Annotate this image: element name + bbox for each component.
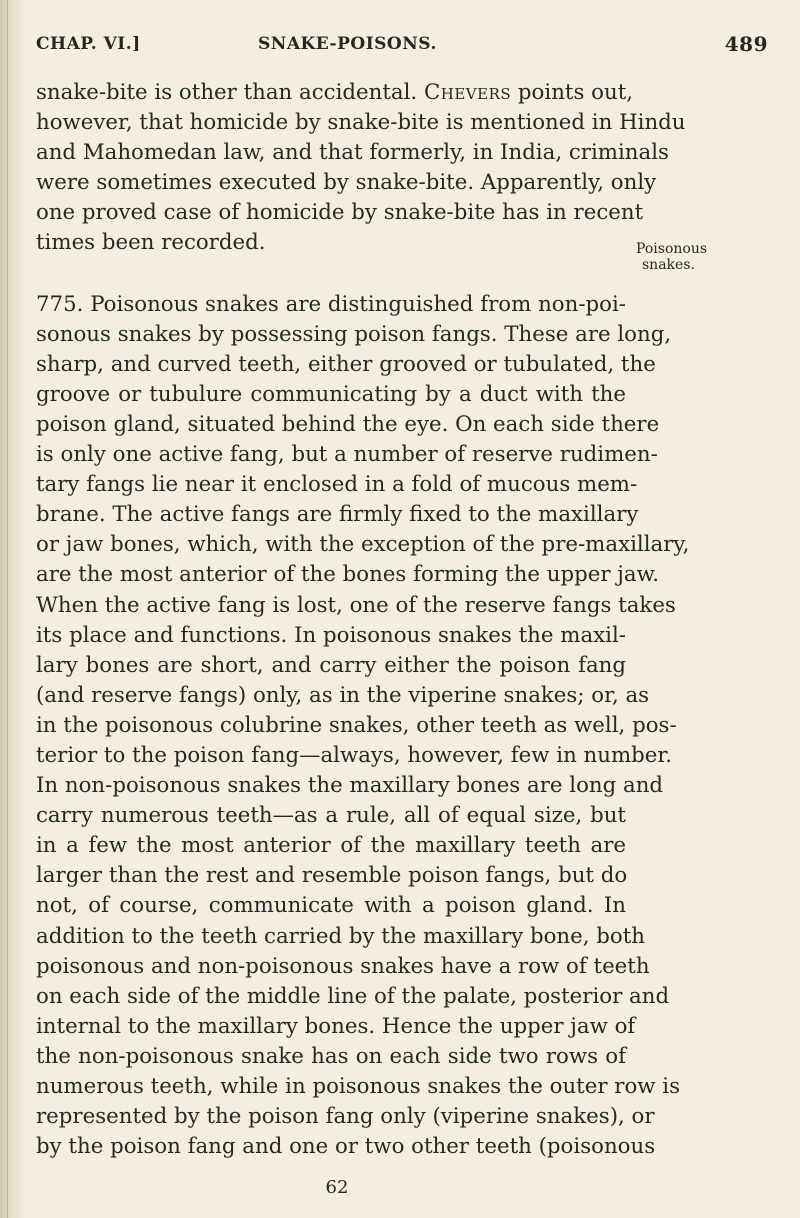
text-line: times been recorded. [36,230,266,256]
text-line: 775. Poisonous snakes are distinguished from non-poi- [36,291,626,317]
text-line: sharp, and curved teeth, either grooved or tubulated, the [36,351,656,377]
text-line: one proved case of homicide by snake-bite has in recent [36,200,644,226]
running-head [36,34,768,58]
text-line: is only one active fang, but a number of reserve rudimen- [36,442,658,468]
text-line: its place and functions. In poisonous snakes the maxil- [36,622,626,648]
text-line: groove or tubulure communicating by a duct with the [36,381,626,407]
binding-edge [7,0,8,1218]
margin-note-line: Poisonous [636,241,708,257]
text-line: larger than the rest and resemble poison fangs, but do [36,863,628,889]
margin-note [636,241,728,273]
margin-note-line: snakes. [642,257,695,273]
text-line: in the poisonous colubrine snakes, other teeth as well, pos- [36,712,677,738]
text-line: terior to the poison fang—always, however, few in number. [36,742,673,768]
author-name: Chevers [423,80,512,105]
text-line: poisonous and non-poisonous snakes have a row of teeth [36,953,650,979]
text-line: poison gland, situated behind the eye. On each side there [36,411,660,437]
page-number: 489 [724,32,768,56]
text-line: lary bones are short, and carry either the poison fang [36,652,626,678]
text-line: (and reserve fangs) only, as in the viperine snakes; or, as [36,682,650,708]
body-text [36,78,690,1162]
text-line: snake-bite is other than accidental. Chevers points out, [36,80,634,105]
text-line: on each side of the middle line of the palate, posterior and [36,983,670,1009]
chapter-label: CHAP. VI.] [36,34,141,54]
signature-mark: 62 [325,1177,349,1198]
text-line: represented by the poison fang only (viperine snakes), or [36,1104,655,1130]
text-line: sonous snakes by possessing poison fangs. These are long, [36,321,672,347]
text-line: carry numerous teeth—as a rule, all of equal size, but [36,803,626,829]
text-line: were sometimes executed by snake-bite. Apparently, only [36,170,657,196]
text-line: in a few the most anterior of the maxillary teeth are [36,833,626,859]
text-line: are the most anterior of the bones forming the upper jaw. [36,562,660,588]
text-line: or jaw bones, which, with the exception of the pre-maxillary, [36,532,690,558]
text-line: tary fangs lie near it enclosed in a fold of mucous mem- [36,472,638,498]
text-line: the non-poisonous snake has on each side two rows of [36,1043,626,1069]
text-line: by the poison fang and one or two other teeth (poisonous [36,1134,656,1160]
text-line: however, that homicide by snake-bite is mentioned in Hindu [36,110,686,136]
text-line: In non-poisonous snakes the maxillary bones are long and [36,773,664,799]
text-line: addition to the teeth carried by the maxillary bone, both [36,923,645,949]
text-line: not, of course, communicate with a poison gland. In [36,893,626,919]
paragraph-775 [36,290,690,1163]
text-line: internal to the maxillary bones. Hence the upper jaw of [36,1013,636,1039]
paragraph-gap [36,259,626,290]
binding-shadow [0,0,26,1218]
text-line: and Mahomedan law, and that formerly, in India, criminals [36,140,669,166]
text-line: brane. The active fangs are firmly fixed to the maxillary [36,502,639,528]
text-line: numerous teeth, while in poisonous snakes the outer row is [36,1074,681,1099]
text-line: When the active fang is lost, one of the reserve fangs takes [36,592,676,618]
running-title: SNAKE-POISONS. [258,34,437,54]
section-number: 775. [36,291,84,317]
